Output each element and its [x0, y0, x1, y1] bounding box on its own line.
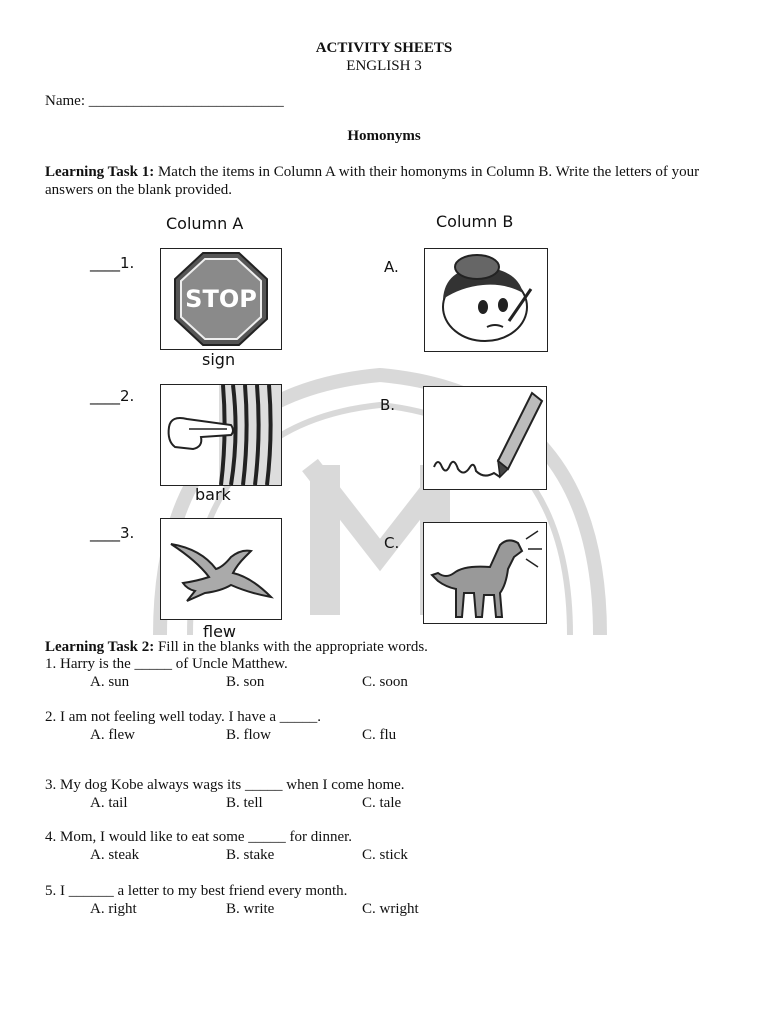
pen-writing-icon — [424, 387, 546, 489]
item-b1-letter: A. — [384, 258, 399, 276]
topic-heading: Homonyms — [347, 128, 421, 144]
q3-option-c[interactable]: C. tale — [362, 795, 402, 811]
barking-dog-icon — [424, 523, 546, 623]
stop-sign-icon — [161, 249, 281, 349]
q2-option-a[interactable]: A. flew — [90, 727, 135, 743]
item-b1-image — [424, 248, 548, 352]
q4-option-a[interactable]: A. steak — [90, 847, 140, 863]
name-row — [45, 93, 284, 110]
page-title: ACTIVITY SHEETS — [315, 40, 453, 56]
item-a2-number[interactable]: ____2. — [90, 387, 135, 405]
item-a2-caption: bark — [195, 485, 231, 504]
name-label: Name: — [45, 93, 85, 109]
q1-option-b[interactable]: B. son — [226, 674, 265, 690]
stop-sign-text: STOP — [185, 285, 257, 313]
task2-text: Fill in the blanks with the appropriate words. — [154, 639, 428, 655]
name-blank[interactable]: __________________________ — [88, 93, 284, 109]
column-a-heading: Column A — [166, 214, 244, 233]
question-3: 3. My dog Kobe always wags its _____ when I come home. — [45, 777, 405, 793]
item-b2-image — [423, 386, 547, 490]
question-1: 1. Harry is the _____ of Uncle Matthew. — [45, 656, 288, 672]
item-b3-letter: C. — [384, 534, 400, 552]
q5-option-a[interactable]: A. right — [90, 901, 137, 917]
column-b-heading: Column B — [436, 212, 514, 231]
q4-option-b[interactable]: B. stake — [226, 847, 275, 863]
item-b3-image — [423, 522, 547, 624]
sick-boy-icon — [425, 249, 547, 351]
flying-bird-icon — [161, 519, 281, 619]
item-a3-caption: flew — [203, 622, 237, 641]
item-a3-number[interactable]: ____3. — [90, 524, 135, 542]
q1-option-c[interactable]: C. soon — [362, 674, 408, 690]
q1-option-a[interactable]: A. sun — [90, 674, 130, 690]
q5-option-b[interactable]: B. write — [226, 901, 275, 917]
item-a3-image — [160, 518, 282, 620]
task2-label: Learning Task 2: — [45, 639, 155, 655]
page-subtitle: ENGLISH 3 — [346, 58, 422, 74]
task1-text: Match the items in Column A with their homonyms in Column B. Write the letters of your answers on the blank provided. — [45, 164, 700, 198]
item-a1-number[interactable]: ____1. — [90, 254, 135, 272]
item-a1-image — [160, 248, 282, 350]
task1-label: Learning Task 1: — [45, 164, 155, 180]
item-b2-letter: B. — [380, 396, 396, 414]
q2-option-c[interactable]: C. flu — [362, 727, 397, 743]
task1-instructions — [45, 163, 735, 199]
question-4: 4. Mom, I would like to eat some _____ for dinner. — [45, 829, 353, 845]
question-5: 5. I ______ a letter to my best friend every month. — [45, 883, 348, 899]
q5-option-c[interactable]: C. wright — [362, 901, 419, 917]
tree-bark-icon — [161, 385, 281, 485]
item-a2-image — [160, 384, 282, 486]
item-a1-caption: sign — [202, 350, 236, 369]
q4-option-c[interactable]: C. stick — [362, 847, 408, 863]
question-2: 2. I am not feeling well today. I have a _____. — [45, 709, 322, 725]
task2-instructions — [45, 639, 428, 656]
q2-option-b[interactable]: B. flow — [226, 727, 271, 743]
q3-option-a[interactable]: A. tail — [90, 795, 128, 811]
q3-option-b[interactable]: B. tell — [226, 795, 263, 811]
